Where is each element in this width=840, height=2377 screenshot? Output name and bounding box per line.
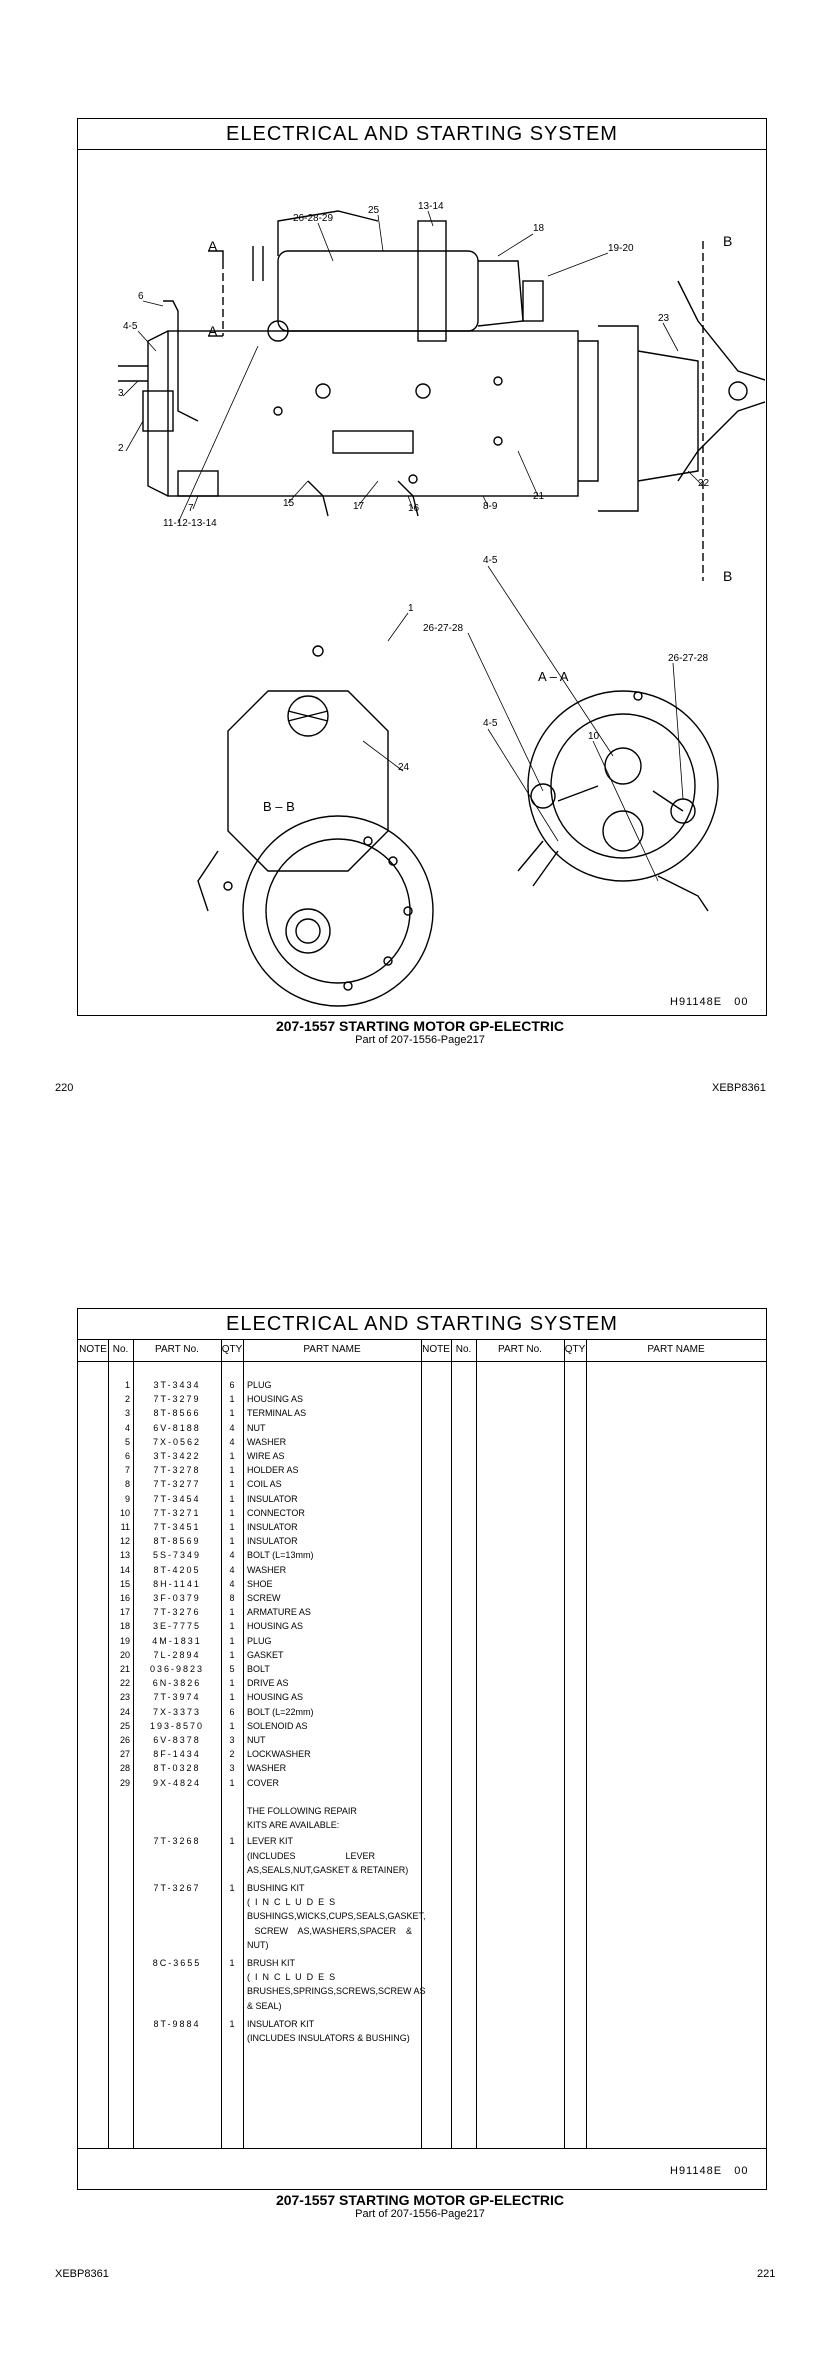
- page-number: 220: [55, 1082, 74, 1094]
- caption-subtitle: Part of 207-1556-Page217: [355, 1034, 485, 1046]
- item-number: 10: [119, 1507, 130, 1518]
- part-number: 6N-3826: [152, 1678, 202, 1689]
- item-number: 23: [119, 1692, 130, 1703]
- item-number: 28: [119, 1763, 130, 1774]
- part-qty: 1: [229, 1536, 235, 1547]
- caption-title: 207-1557 STARTING MOTOR GP-ELECTRIC: [275, 2192, 565, 2208]
- part-number: 3T-3434: [153, 1380, 201, 1390]
- item-number: 15: [119, 1578, 130, 1589]
- part-qty: 4: [229, 1550, 235, 1561]
- kit-part-number: 8T-9884: [153, 2018, 201, 2029]
- doc-code: XEBP8361: [55, 2268, 109, 2280]
- svg-text:2: 2: [118, 443, 124, 454]
- svg-text:26-27-28: 26-27-28: [668, 653, 709, 664]
- col-divider: [421, 1339, 422, 2148]
- col-no-2: No.: [451, 1339, 476, 1362]
- item-number: 16: [119, 1593, 130, 1603]
- part-qty: 1: [229, 1394, 235, 1405]
- part-qty: 1: [229, 1408, 235, 1419]
- col-part-name-2: PART NAME: [586, 1339, 766, 1362]
- col-note: NOTE: [78, 1339, 108, 1362]
- part-name: BOLT (L=22mm): [247, 1706, 314, 1717]
- kit-description: (INCLUDES INSULATORS & BUSHING): [247, 2033, 410, 2043]
- part-number: 8H-1141: [153, 1578, 201, 1589]
- part-name: BOLT: [247, 1664, 270, 1674]
- part-name: INSULATOR: [247, 1536, 298, 1547]
- part-name: COIL AS: [247, 1479, 282, 1490]
- svg-text:24: 24: [398, 762, 410, 773]
- svg-text:8-9: 8-9: [483, 501, 498, 512]
- col-divider: [451, 1339, 452, 2148]
- part-name: ARMATURE AS: [247, 1607, 311, 1618]
- kit-description: BUSHINGS,WICKS,CUPS,SEALS,GASKET,: [247, 1911, 426, 1922]
- item-number: 13: [119, 1550, 130, 1561]
- part-qty: 3: [229, 1735, 235, 1745]
- svg-text:17: 17: [353, 501, 365, 512]
- col-note-2: NOTE: [421, 1339, 451, 1362]
- part-qty: 1: [229, 1720, 235, 1731]
- part-qty: 6: [229, 1706, 235, 1717]
- part-number: 8T-8566: [153, 1408, 201, 1419]
- part-name: HOLDER AS: [247, 1465, 299, 1476]
- item-number: 6: [124, 1451, 130, 1461]
- kit-qty: 1: [229, 1958, 235, 1968]
- part-number: 7T-3451: [153, 1522, 201, 1532]
- part-name: GASKET: [247, 1649, 284, 1660]
- svg-text:22: 22: [698, 478, 710, 489]
- page-header: ELECTRICAL AND STARTING SYSTEM: [78, 1309, 766, 1340]
- part-name: DRIVE AS: [247, 1678, 289, 1689]
- part-number: 7T-3454: [153, 1493, 201, 1504]
- item-number: 22: [119, 1678, 130, 1689]
- col-divider: [476, 1339, 477, 2148]
- kit-description: BUSHING KIT: [247, 1883, 305, 1893]
- col-divider: [586, 1339, 587, 2148]
- part-number: 7L-2894: [153, 1649, 201, 1660]
- figure-id: H91148E 00: [670, 2165, 749, 2177]
- figure-caption: [0, 1018, 840, 1046]
- part-qty: 4: [229, 1436, 235, 1447]
- part-number: 7X-3373: [152, 1706, 202, 1717]
- svg-text:15: 15: [283, 498, 295, 509]
- part-number: 8T-4205: [153, 1564, 201, 1575]
- part-qty: 5: [229, 1664, 235, 1674]
- part-name: WASHER: [247, 1564, 287, 1575]
- part-number: 6V-8188: [153, 1422, 201, 1433]
- part-number: 9X-4824: [152, 1777, 202, 1788]
- item-number: 21: [119, 1664, 130, 1674]
- parts-list-frame: [77, 1308, 767, 2190]
- part-qty: 1: [229, 1607, 235, 1618]
- item-number: 24: [119, 1706, 130, 1717]
- part-qty: 1: [229, 1692, 235, 1703]
- part-number: 193-8570: [149, 1720, 205, 1731]
- item-number: 12: [119, 1536, 130, 1547]
- figure-caption: [0, 2192, 840, 2220]
- svg-text:1: 1: [408, 603, 414, 614]
- doc-code: XEBP8361: [712, 1082, 766, 1094]
- page-header: ELECTRICAL AND STARTING SYSTEM: [78, 119, 766, 150]
- part-number: 7T-3974: [153, 1692, 201, 1703]
- kit-part-number: 8C-3655: [152, 1958, 202, 1968]
- part-number: 7T-3279: [153, 1394, 201, 1405]
- part-qty: 1: [229, 1493, 235, 1504]
- part-name: INSULATOR: [247, 1522, 298, 1532]
- svg-text:18: 18: [533, 223, 545, 234]
- svg-text:25: 25: [368, 205, 380, 216]
- part-name: SHOE: [247, 1578, 273, 1589]
- part-qty: 1: [229, 1507, 235, 1518]
- repair-note: KITS ARE AVAILABLE:: [247, 1820, 340, 1831]
- svg-text:13-14: 13-14: [418, 201, 444, 212]
- part-name: PLUG: [247, 1380, 272, 1390]
- svg-text:6: 6: [138, 291, 144, 302]
- kit-description: ( I N C L U D E S: [247, 1897, 336, 1908]
- svg-text:10: 10: [588, 731, 600, 742]
- part-name: NUT: [247, 1422, 266, 1433]
- col-part-no-2: PART No.: [476, 1339, 564, 1362]
- part-number: 7T-3271: [153, 1507, 201, 1518]
- repair-note: THE FOLLOWING REPAIR: [247, 1806, 357, 1816]
- kit-qty: 1: [229, 1836, 235, 1847]
- svg-text:A: A: [208, 323, 218, 339]
- caption-title: 207-1557 STARTING MOTOR GP-ELECTRIC: [275, 1018, 565, 1034]
- svg-text:A: A: [208, 238, 218, 254]
- part-name: COVER: [247, 1777, 280, 1788]
- svg-text:A – A: A – A: [538, 669, 569, 684]
- svg-text:26-27-28: 26-27-28: [423, 623, 464, 634]
- kit-part-number: 7T-3268: [153, 1836, 201, 1847]
- kit-description: ( I N C L U D E S: [247, 1972, 336, 1983]
- part-number: 036-9823: [149, 1664, 205, 1674]
- part-name: HOUSING AS: [247, 1692, 304, 1703]
- part-name: HOUSING AS: [247, 1394, 304, 1405]
- col-qty-2: QTY: [564, 1339, 586, 1362]
- footer-rule: [78, 2148, 766, 2149]
- part-qty: 1: [229, 1465, 235, 1476]
- part-name: WASHER: [247, 1763, 287, 1774]
- svg-text:4-5: 4-5: [123, 321, 138, 332]
- part-number: 3T-3422: [153, 1451, 201, 1461]
- item-number: 29: [119, 1777, 130, 1788]
- part-qty: 1: [229, 1678, 235, 1689]
- part-number: 8T-0328: [153, 1763, 201, 1774]
- col-divider: [243, 1339, 244, 2148]
- part-qty: 4: [229, 1422, 235, 1433]
- part-name: SOLENOID AS: [247, 1720, 308, 1731]
- item-number: 1: [124, 1380, 130, 1390]
- svg-text:21: 21: [533, 491, 545, 502]
- part-qty: 1: [229, 1451, 235, 1461]
- item-number: 5: [124, 1436, 130, 1447]
- part-number: 3E-7775: [152, 1621, 202, 1632]
- part-qty: 8: [229, 1593, 235, 1603]
- part-qty: 1: [229, 1777, 235, 1788]
- part-qty: 2: [229, 1749, 235, 1760]
- kit-description: NUT): [247, 1939, 269, 1950]
- svg-text:7: 7: [188, 503, 194, 514]
- kit-description: INSULATOR KIT: [247, 2018, 315, 2029]
- part-number: 4M-1831: [152, 1635, 202, 1646]
- kit-qty: 1: [229, 1883, 235, 1893]
- svg-text:4-5: 4-5: [483, 555, 498, 566]
- col-part-name: PART NAME: [243, 1339, 421, 1362]
- starting-motor-illustration: [78, 151, 765, 1011]
- part-qty: 1: [229, 1649, 235, 1660]
- col-no: No.: [108, 1339, 133, 1362]
- part-name: BOLT (L=13mm): [247, 1550, 314, 1561]
- part-number: 6V-8378: [153, 1735, 201, 1745]
- svg-text:3: 3: [118, 388, 124, 399]
- kit-description: & SEAL): [247, 2000, 282, 2011]
- item-number: 3: [124, 1408, 130, 1419]
- part-name: TERMINAL AS: [247, 1408, 307, 1419]
- svg-text:23: 23: [658, 313, 670, 324]
- item-number: 26: [119, 1735, 130, 1745]
- kit-description: BRUSH KIT: [247, 1958, 296, 1968]
- part-number: 3F-0379: [153, 1593, 201, 1603]
- part-name: PLUG: [247, 1635, 272, 1646]
- item-number: 25: [119, 1720, 130, 1731]
- item-number: 17: [119, 1607, 130, 1618]
- header-rule: [78, 1339, 766, 1362]
- part-name: SCREW: [247, 1593, 281, 1603]
- svg-text:B: B: [723, 568, 733, 584]
- kit-description: (INCLUDES LEVER: [247, 1850, 376, 1861]
- part-name: NUT: [247, 1735, 266, 1745]
- svg-text:4-5: 4-5: [483, 718, 498, 729]
- part-number: 8T-8569: [153, 1536, 201, 1547]
- kit-description: LEVER KIT: [247, 1836, 294, 1847]
- part-qty: 3: [229, 1763, 235, 1774]
- kit-part-number: 7T-3267: [153, 1883, 201, 1893]
- kit-description: SCREW AS,WASHERS,SPACER &: [247, 1925, 413, 1936]
- item-number: 2: [124, 1394, 130, 1405]
- part-name: INSULATOR: [247, 1493, 298, 1504]
- caption-subtitle: Part of 207-1556-Page217: [355, 2208, 485, 2220]
- part-qty: 1: [229, 1479, 235, 1490]
- part-number: 7T-3277: [153, 1479, 201, 1490]
- part-number: 7T-3276: [153, 1607, 201, 1618]
- kit-description: BRUSHES,SPRINGS,SCREWS,SCREW AS: [247, 1986, 426, 1997]
- part-name: CONNECTOR: [247, 1507, 305, 1518]
- figure-id: H91148E 00: [670, 996, 749, 1008]
- item-number: 4: [124, 1422, 130, 1433]
- part-qty: 1: [229, 1621, 235, 1632]
- svg-text:26-28-29: 26-28-29: [293, 213, 334, 224]
- item-number: 11: [120, 1522, 130, 1532]
- col-part-no: PART No.: [133, 1339, 221, 1362]
- kit-qty: 1: [229, 2018, 235, 2029]
- svg-text:11-12-13-14: 11-12-13-14: [163, 518, 217, 529]
- part-qty: 1: [229, 1522, 235, 1532]
- part-name: WIRE AS: [247, 1451, 285, 1461]
- item-number: 18: [119, 1621, 130, 1632]
- item-number: 20: [119, 1649, 130, 1660]
- item-number: 7: [124, 1465, 130, 1476]
- col-divider: [564, 1339, 565, 2148]
- part-number: 7X-0562: [152, 1436, 202, 1447]
- svg-text:B – B: B – B: [263, 799, 295, 814]
- item-number: 14: [119, 1564, 130, 1575]
- item-number: 27: [119, 1749, 130, 1760]
- figure-frame: [77, 118, 767, 1016]
- part-number: 5S-7349: [152, 1550, 202, 1561]
- page-number: 221: [757, 2268, 776, 2280]
- part-qty: 4: [229, 1578, 235, 1589]
- svg-text:19-20: 19-20: [608, 243, 634, 254]
- item-number: 8: [124, 1479, 130, 1490]
- item-number: 19: [119, 1635, 130, 1646]
- svg-text:16: 16: [408, 503, 420, 514]
- part-name: LOCKWASHER: [247, 1749, 311, 1760]
- svg-text:B: B: [723, 233, 733, 249]
- col-qty: QTY: [221, 1339, 243, 1362]
- part-qty: 1: [229, 1635, 235, 1646]
- part-qty: 4: [229, 1564, 235, 1575]
- part-qty: 6: [229, 1380, 235, 1390]
- item-number: 9: [124, 1493, 130, 1504]
- part-name: WASHER: [247, 1436, 287, 1447]
- part-number: 8F-1434: [153, 1749, 201, 1760]
- kit-description: AS,SEALS,NUT,GASKET & RETAINER): [247, 1864, 409, 1875]
- part-number: 7T-3278: [153, 1465, 201, 1476]
- part-name: HOUSING AS: [247, 1621, 304, 1632]
